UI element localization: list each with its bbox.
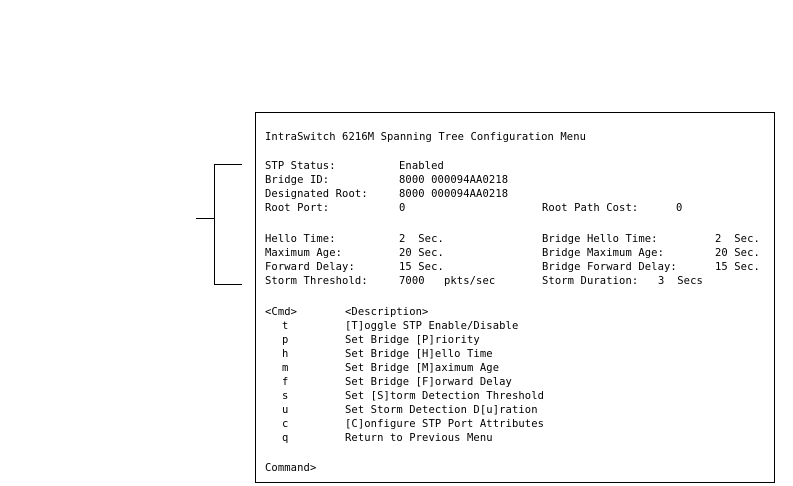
storm-duration-value: 3 Secs	[658, 275, 703, 287]
terminal-window	[255, 112, 775, 483]
storm-duration-label: Storm Duration:	[542, 275, 639, 287]
description-column-header: <Description>	[345, 306, 429, 318]
bridge-hello-time-label: Bridge Hello Time:	[542, 233, 658, 245]
command-key-p[interactable]: p	[282, 334, 289, 346]
hello-time-label: Hello Time:	[265, 233, 336, 245]
command-desc-bridge-priority[interactable]: Set Bridge [P]riority	[345, 334, 480, 346]
command-key-f[interactable]: f	[282, 376, 289, 388]
bridge-maximum-age-value: 20 Sec.	[715, 247, 760, 259]
storm-threshold-value: 7000 pkts/sec	[399, 275, 496, 287]
hello-time-value: 2 Sec.	[399, 233, 444, 245]
bridge-forward-delay-label: Bridge Forward Delay:	[542, 261, 677, 273]
command-desc-return[interactable]: Return to Previous Menu	[345, 432, 493, 444]
command-desc-storm-threshold[interactable]: Set [S]torm Detection Threshold	[345, 390, 545, 402]
command-desc-bridge-hello-time[interactable]: Set Bridge [H]ello Time	[345, 348, 493, 360]
forward-delay-value: 15 Sec.	[399, 261, 444, 273]
bridge-hello-time-value: 2 Sec.	[715, 233, 760, 245]
callout-bracket-pointer	[196, 218, 215, 219]
command-key-m[interactable]: m	[282, 362, 289, 374]
designated-root-label: Designated Root:	[265, 188, 368, 200]
command-desc-storm-duration[interactable]: Set Storm Detection D[u]ration	[345, 404, 538, 416]
root-port-label: Root Port:	[265, 202, 330, 214]
command-key-q[interactable]: q	[282, 432, 289, 444]
maximum-age-label: Maximum Age:	[265, 247, 343, 259]
command-desc-bridge-forward-delay[interactable]: Set Bridge [F]orward Delay	[345, 376, 512, 388]
command-key-c[interactable]: c	[282, 418, 289, 430]
storm-threshold-label: Storm Threshold:	[265, 275, 368, 287]
command-desc-toggle-stp[interactable]: [T]oggle STP Enable/Disable	[345, 320, 519, 332]
maximum-age-value: 20 Sec.	[399, 247, 444, 259]
callout-bracket-bottom	[214, 284, 242, 285]
stp-status-value: Enabled	[399, 160, 444, 172]
command-key-t[interactable]: t	[282, 320, 289, 332]
cmd-column-header: <Cmd>	[265, 306, 298, 318]
command-prompt[interactable]: Command>	[265, 462, 317, 474]
bridge-id-value: 8000 000094AA0218	[399, 174, 509, 186]
root-path-cost-label: Root Path Cost:	[542, 202, 639, 214]
callout-bracket-top	[214, 164, 242, 165]
bridge-forward-delay-value: 15 Sec.	[715, 261, 760, 273]
menu-title: IntraSwitch 6216M Spanning Tree Configuration Menu	[265, 131, 587, 143]
stp-status-label: STP Status:	[265, 160, 336, 172]
designated-root-value: 8000 000094AA0218	[399, 188, 509, 200]
forward-delay-label: Forward Delay:	[265, 261, 355, 273]
command-key-u[interactable]: u	[282, 404, 289, 416]
command-key-s[interactable]: s	[282, 390, 289, 402]
root-port-value: 0	[399, 202, 406, 214]
bridge-maximum-age-label: Bridge Maximum Age:	[542, 247, 665, 259]
root-path-cost-value: 0	[676, 202, 683, 214]
command-desc-configure-port[interactable]: [C]onfigure STP Port Attributes	[345, 418, 545, 430]
command-desc-bridge-maximum-age[interactable]: Set Bridge [M]aximum Age	[345, 362, 500, 374]
command-key-h[interactable]: h	[282, 348, 289, 360]
callout-bracket-vertical	[214, 164, 215, 285]
bridge-id-label: Bridge ID:	[265, 174, 330, 186]
